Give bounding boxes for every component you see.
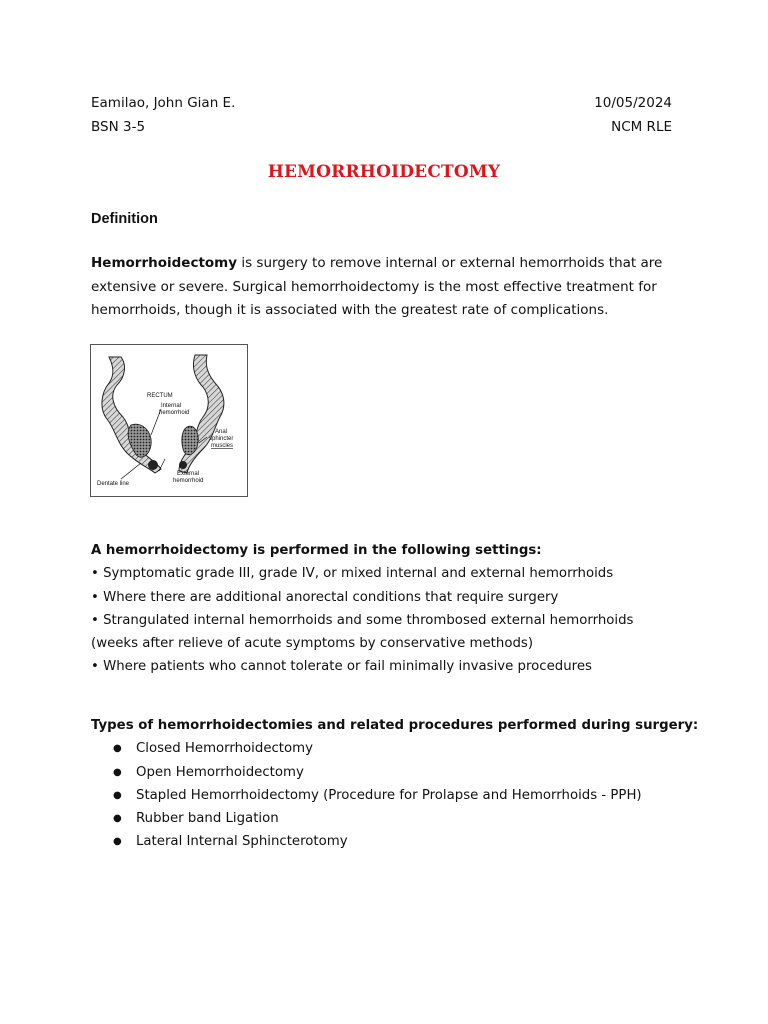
- bullet-icon: ●: [113, 766, 122, 778]
- definition-paragraph: [91, 252, 681, 323]
- label-external: External: [177, 471, 200, 477]
- definition-text: is surgery to remove internal or external hemorrhoids that are extensive or severe. Surgical hemorrhoidectomy is the most effective treatment for hemorrhoids, though it is associated with the greatest rate of complications.: [91, 255, 663, 318]
- external-hemorrhoid-mass: [148, 460, 158, 470]
- course-label: NCM RLE: [611, 119, 672, 135]
- bullet-icon: ●: [113, 836, 122, 848]
- settings-item: • Where patients who cannot tolerate or fail minimally invasive procedures: [91, 659, 592, 675]
- definition-heading: Definition: [91, 211, 158, 227]
- bullet-icon: ●: [113, 813, 122, 825]
- section-label: BSN 3-5: [91, 119, 146, 135]
- settings-heading: A hemorrhoidectomy is performed in the following settings:: [91, 543, 542, 558]
- page-title: HEMORRHOIDECTOMY: [267, 162, 501, 182]
- list-item: ● Stapled Hemorrhoidectomy (Procedure for Prolapse and Hemorrhoids - PPH): [91, 784, 711, 807]
- document-date: 10/05/2024: [594, 95, 672, 111]
- anorectal-diagram: [91, 345, 247, 496]
- label-anal: Anal: [215, 429, 228, 435]
- external-hemorrhoid-mass-2: [179, 461, 187, 469]
- types-list: [91, 737, 711, 853]
- list-item: ● Lateral Internal Sphincterotomy: [91, 830, 711, 853]
- settings-item: • Symptomatic grade III, grade IV, or mixed internal and external hemorrhoids: [91, 566, 614, 582]
- label-internal: Internal: [161, 403, 182, 409]
- label-internal-2: hemorrhoid: [159, 410, 190, 416]
- bullet-icon: ●: [113, 743, 122, 755]
- label-rectum: RECTUM: [147, 393, 173, 399]
- author-name: Eamilao, John Gian E.: [91, 95, 236, 111]
- settings-item: • Where there are additional anorectal conditions that require surgery: [91, 589, 559, 605]
- label-sphincter: sphincter: [209, 436, 234, 442]
- label-dentate: Dentate line: [97, 481, 130, 487]
- left-rectal-wall: [102, 357, 161, 473]
- label-external-2: hemorrhoid: [173, 478, 204, 484]
- settings-section: [91, 539, 691, 679]
- bullet-icon: ●: [113, 789, 122, 801]
- list-item: ● Rubber band Ligation: [91, 807, 711, 830]
- anatomy-figure: [90, 344, 248, 497]
- settings-item: • Strangulated internal hemorrhoids and some thrombosed external hemorrhoids: [91, 612, 634, 628]
- list-item: ● Closed Hemorrhoidectomy: [91, 737, 711, 760]
- types-heading: Types of hemorrhoidectomies and related procedures performed during surgery:: [91, 718, 699, 733]
- definition-term: Hemorrhoidectomy: [91, 255, 238, 271]
- types-section: [91, 714, 711, 854]
- label-muscles: muscles: [211, 443, 234, 449]
- list-item: ● Open Hemorrhoidectomy: [91, 761, 711, 784]
- settings-item: (weeks after relieve of acute symptoms by conservative methods): [91, 636, 534, 652]
